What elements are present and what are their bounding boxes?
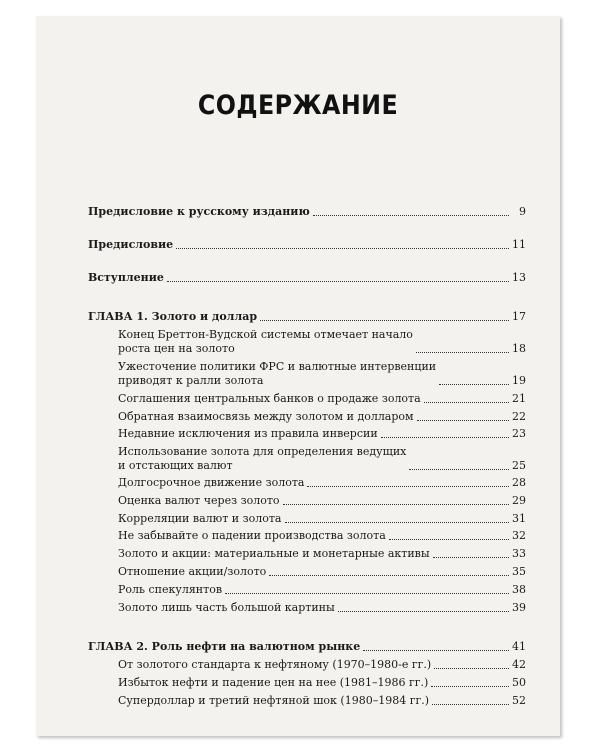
toc-entry-label-line2: и отстающих валют — [118, 459, 233, 472]
book-page — [36, 16, 560, 736]
toc-subentry — [118, 476, 526, 490]
toc-entry-page: 18 — [512, 342, 526, 355]
toc-leader-dots — [416, 352, 509, 353]
toc-leader-dots — [338, 611, 509, 612]
toc-entry-label: Оценка валют через золото — [118, 494, 280, 507]
toc-subentry — [118, 676, 526, 690]
toc-entry-label: Избыток нефти и падение цен на нее (1981–1986 гг.) — [118, 676, 429, 689]
toc-leader-dots — [283, 504, 509, 505]
toc-leader-dots — [269, 575, 509, 576]
toc-subentry — [118, 512, 526, 526]
toc-subentry — [118, 392, 526, 406]
toc-subentry — [118, 410, 526, 424]
toc-entry-label: Долгосрочное движение золота — [118, 476, 305, 489]
toc-entry-page: 29 — [512, 494, 526, 507]
toc-entry-page: 42 — [512, 658, 526, 671]
toc-subentry — [118, 658, 526, 672]
toc-entry-label: Не забывайте о падении производства золота — [118, 529, 386, 542]
toc-entry-page: 39 — [512, 601, 526, 614]
toc-entry-label: Обратная взаимосвязь между золотом и долларом — [118, 410, 414, 423]
toc-leader-dots — [433, 557, 509, 558]
toc-entry-page: 13 — [512, 271, 526, 284]
toc-entry-page: 21 — [512, 392, 526, 405]
toc-entry-label: Роль спекулянтов — [118, 583, 223, 596]
toc-entry — [88, 205, 526, 219]
toc-entry-page: 25 — [512, 459, 526, 472]
toc-entry-label: ГЛАВА 1. Золото и доллар — [88, 310, 258, 323]
toc-entry-label: Предисловие — [88, 238, 174, 251]
toc-entry-label: Отношение акции/золото — [118, 565, 267, 578]
toc-entry-page: 22 — [512, 410, 526, 423]
toc-leader-dots — [389, 539, 509, 540]
toc-entry-label: Соглашения центральных банков о продаже золота — [118, 392, 421, 405]
toc-leader-dots — [381, 437, 509, 438]
toc-entry-label: Корреляции валют и золота — [118, 512, 282, 525]
toc-entry-label: Золото лишь часть большой картины — [118, 601, 335, 614]
toc-entry-page: 41 — [512, 640, 526, 653]
toc-entry-page: 11 — [512, 238, 526, 251]
toc-entry — [88, 238, 526, 252]
toc-leader-dots — [260, 320, 509, 321]
toc-entry-page: 35 — [512, 565, 526, 578]
toc-entry-page: 19 — [512, 374, 526, 387]
toc-entry-label: Недавние исключения из правила инверсии — [118, 427, 378, 440]
toc-subentry — [118, 583, 526, 597]
toc-entry-page: 50 — [512, 676, 526, 689]
toc-leader-dots — [432, 704, 509, 705]
toc-entry-page: 23 — [512, 427, 526, 440]
toc-entry-label — [118, 328, 413, 356]
toc-entry-page: 31 — [512, 512, 526, 525]
toc-entry-label-line1: Ужесточение политики ФРС и валютные интервенции — [118, 360, 437, 373]
toc-entry-label-line1: Конец Бреттон-Вудской системы отмечает начало — [118, 328, 413, 341]
toc-leader-dots — [417, 420, 509, 421]
toc-entry-label: Вступление — [88, 271, 164, 284]
toc-entry-label-line2: приводят к ралли золота — [118, 374, 264, 387]
toc-leader-dots — [285, 522, 510, 523]
toc-entry-page: 38 — [512, 583, 526, 596]
toc-entry-label-line1: Использование золота для определения ведущих — [118, 445, 407, 458]
toc-subentry — [118, 360, 526, 388]
toc-leader-dots — [225, 593, 509, 594]
toc-entry-page: 17 — [512, 310, 526, 323]
toc-entry-label — [118, 445, 406, 473]
toc-subentry — [118, 601, 526, 615]
toc-subentry — [118, 445, 526, 473]
toc-subentry — [118, 427, 526, 441]
toc-entry — [88, 271, 526, 285]
toc-leader-dots — [424, 402, 509, 403]
toc-entry-label: От золотого стандарта к нефтяному (1970–1980-е гг.) — [118, 658, 432, 671]
toc-subentry — [118, 328, 526, 356]
toc-entry-label: ГЛАВА 2. Роль нефти на валютном рынке — [88, 640, 361, 653]
toc-leader-dots — [434, 668, 509, 669]
toc-leader-dots — [307, 486, 509, 487]
toc-subentry — [118, 494, 526, 508]
toc-leader-dots — [363, 650, 509, 651]
toc-subentry — [118, 547, 526, 561]
toc-chapter-entry — [88, 310, 526, 324]
toc-entry-page: 52 — [512, 694, 526, 707]
toc-leader-dots — [313, 215, 509, 216]
toc-entry-label-line2: роста цен на золото — [118, 342, 235, 355]
toc-entry-label: Предисловие к русскому изданию — [88, 205, 310, 218]
toc-leader-dots — [409, 469, 509, 470]
toc-entry-label: Супердоллар и третий нефтяной шок (1980–1984 гг.) — [118, 694, 430, 707]
toc-entry-page: 33 — [512, 547, 526, 560]
toc-entry-page: 32 — [512, 529, 526, 542]
toc-leader-dots — [431, 686, 509, 687]
toc-entry-label — [118, 360, 436, 388]
toc-subentry — [118, 529, 526, 543]
toc-leader-dots — [176, 248, 509, 249]
toc-entry-label: Золото и акции: материальные и монетарные активы — [118, 547, 430, 560]
toc-leader-dots — [439, 384, 509, 385]
toc-chapter-entry — [88, 640, 526, 654]
toc-subentry — [118, 694, 526, 708]
toc-entry-page: 9 — [519, 205, 526, 218]
toc-leader-dots — [167, 281, 509, 282]
page-title: СОДЕРЖАНИЕ — [197, 90, 399, 121]
toc-entry-page: 28 — [512, 476, 526, 489]
toc-subentry — [118, 565, 526, 579]
